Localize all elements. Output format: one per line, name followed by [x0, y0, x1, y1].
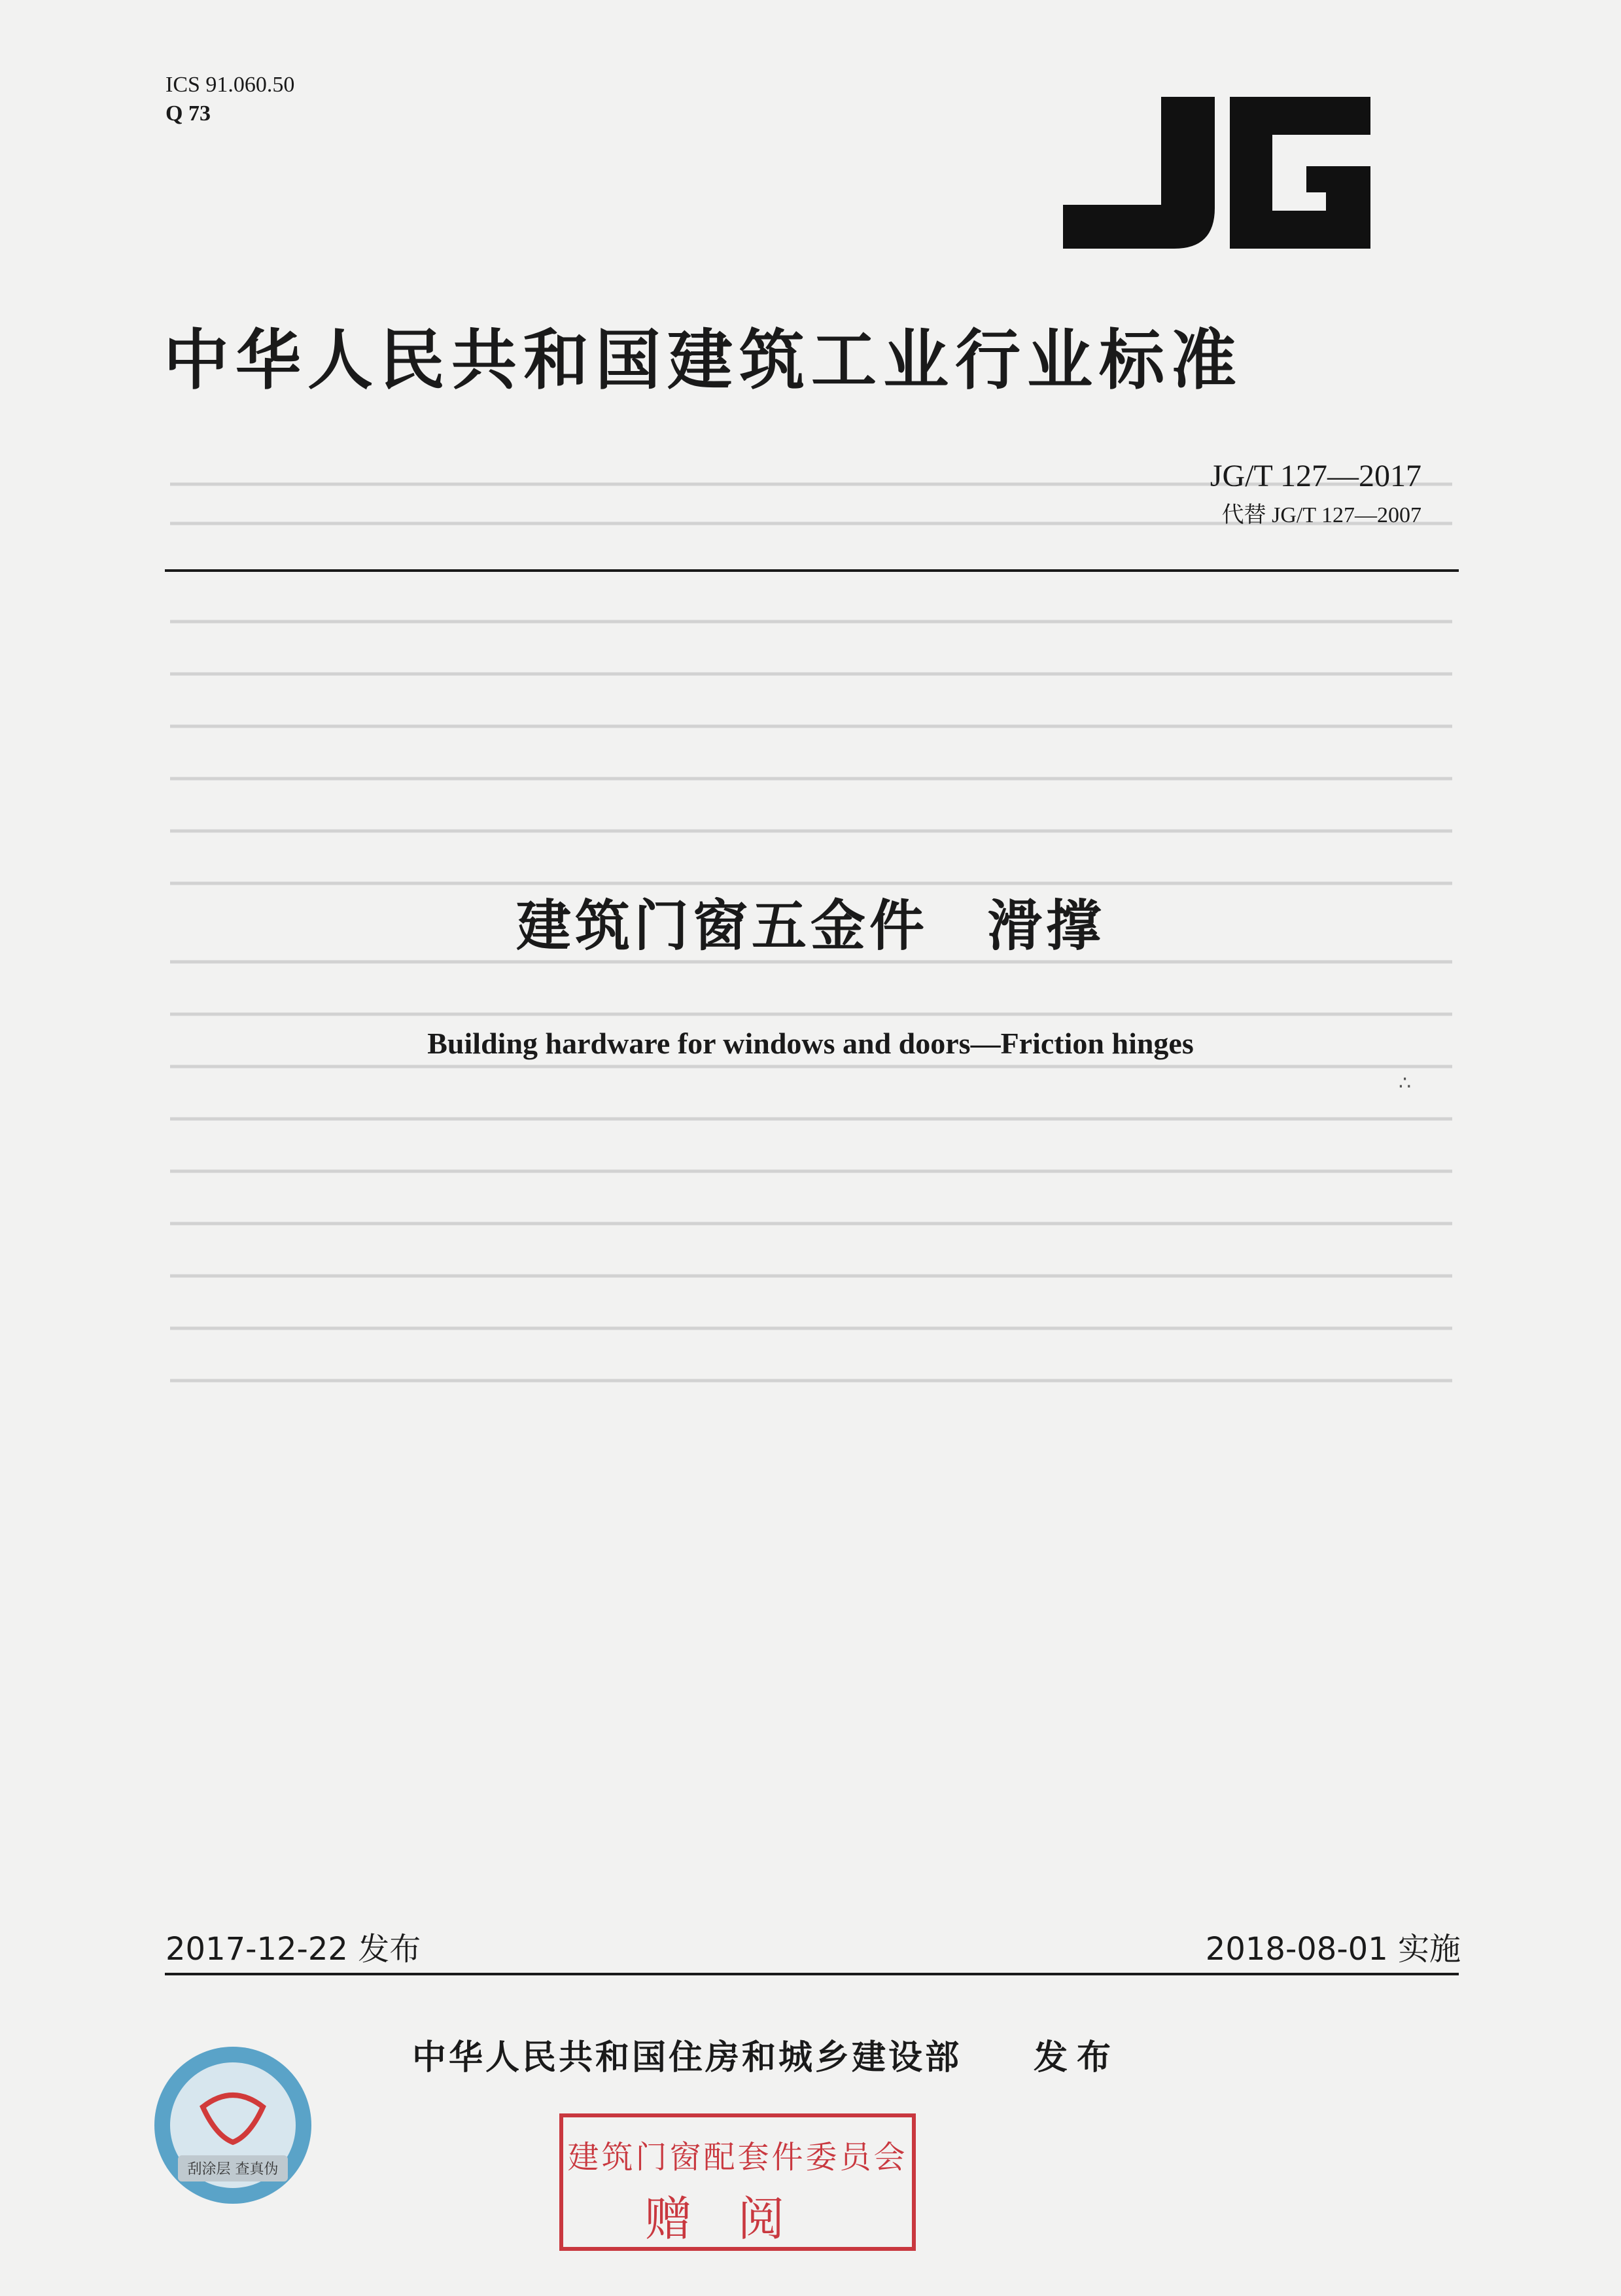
- publish-label: 发布: [1034, 2038, 1121, 2077]
- title-chinese: 建筑门窗五金件 滑撑: [515, 894, 1105, 958]
- standard-number: [1210, 458, 1421, 529]
- implementation-date: 2018-08-01 实施: [1205, 1931, 1461, 1968]
- issue-date: 2017-12-22 发布: [166, 1931, 421, 1968]
- stamp-line-2: 赠阅: [644, 2191, 831, 2246]
- classification-codes: [166, 71, 294, 128]
- seal-text: 刮涂层 查真伪: [187, 2161, 279, 2178]
- bottom-divider: [165, 1973, 1459, 1975]
- gift-stamp: [559, 2113, 916, 2251]
- standard-code: JG/T 127—2017: [1210, 459, 1421, 493]
- main-title: 中华人民共和国建筑工业行业标准: [164, 322, 1243, 398]
- replaces-note: 代替 JG/T 127—2007: [1221, 503, 1421, 527]
- publisher-line: [412, 2030, 1120, 2079]
- publisher-name: 中华人民共和国住房和城乡建设部: [412, 2038, 962, 2077]
- top-divider: [165, 569, 1459, 572]
- ccs-code: Q 73: [166, 101, 211, 126]
- title-english: Building hardware for windows and doors—Friction hinges: [427, 1027, 1194, 1060]
- ics-code: ICS 91.060.50: [166, 73, 295, 97]
- dot-mark: ∴: [1399, 1072, 1412, 1095]
- stamp-line-1: 建筑门窗配套件委员会: [567, 2139, 908, 2176]
- jg-logo: [1063, 97, 1370, 249]
- anti-counterfeit-seal: [152, 2044, 314, 2206]
